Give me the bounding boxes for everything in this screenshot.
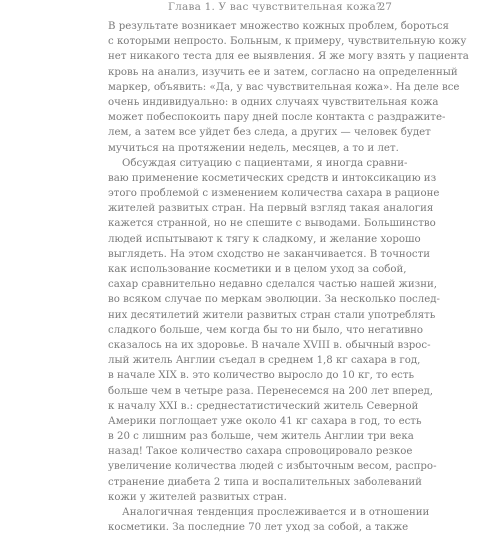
chapter-title: Глава 1. У вас чувствительная кожа? [168, 1, 382, 13]
text-line: странение диабета 2 типа и воспалительных заболеваний [108, 476, 422, 488]
text-line: В результате возникает множество кожных проблем, бороться [108, 21, 449, 32]
text-line: сладкого больше, чем когда бы то ни было, что негативно [108, 324, 424, 336]
text-line: Аналогичная тенденция прослеживается и в отношении [122, 507, 430, 518]
text-line: сказалось на их здоровье. В начале XVIII в. обычный взрос- [108, 339, 431, 351]
text-line: Обсуждая ситуацию с пациентами, я иногда сравни- [122, 157, 408, 169]
text-line: назад! Такое количество сахара спровоцировало резкое [108, 446, 413, 458]
text-line: мучиться на протяжении недель, месяцев, а то и лет. [108, 142, 399, 154]
text-line: лый житель Англии съедал в среднем 1,8 кг сахара в год, [108, 355, 421, 367]
text-line: увеличение количества людей с избыточным весом, распро- [108, 461, 437, 473]
text-line: кровь на анализ, изучить ее и затем, согласно на определенный [108, 66, 458, 78]
text-line: Америки поглощает уже около 41 кг сахара в год, то есть [108, 415, 422, 427]
text-line: может побеспокоить пару дней после контакта с раздражите- [108, 112, 446, 124]
text-line: во всяком случае по меркам эволюции. За несколько послед- [108, 294, 440, 306]
text-line: этого проблемой с изменением количества сахара в рационе [108, 188, 440, 200]
text-line: выглядеть. На этом сходство не заканчивается. В точности [108, 248, 430, 260]
text-line: маркер, объявить: «Да, у вас чувствительная кожа». На деле все [108, 81, 460, 93]
text-line: очень индивидуально: в одних случаях чувствительная кожа [108, 96, 439, 108]
text-line: в начале XIX в. это количество выросло до 10 кг, то есть [108, 370, 415, 382]
page-number: 27 [378, 1, 392, 13]
text-line: косметики. За последние 70 лет уход за собой, а также [108, 522, 409, 534]
text-line: них десятилетий жители развитых стран стали употреблять [108, 309, 436, 321]
text-line: в 20 с лишним раз больше, чем житель Англии три века [108, 431, 414, 443]
body-text [108, 19, 469, 535]
text-line: лем, а затем все уйдет без следа, а других — человек будет [108, 127, 431, 139]
text-line: жителей развитых стран. На первый взгляд такая аналогия [108, 203, 434, 215]
text-line: нет никакого теста для ее выявления. Я же могу взять у пациента [108, 51, 469, 63]
text-line: кажется странной, но не спешите с выводами. Большинство [108, 218, 436, 230]
text-line: ваю применение косметических средств и интоксикацию из [108, 172, 437, 184]
text-line: как использование косметики и в целом уход за собой, [108, 264, 407, 275]
text-line: больше чем в четыре раза. Перенесемся на 200 лет вперед, [108, 385, 434, 397]
text-line: сахар сравнительно недавно сделался частью нашей жизни, [108, 279, 438, 291]
text-line: людей испытывают к тягу к сладкому, и желание хорошо [108, 233, 421, 245]
text-line: к началу XXI в.: среднестатистический житель Северной [108, 400, 419, 412]
text-line: с которыми непросто. Больным, к примеру, чувствительную кожу [108, 36, 467, 48]
text-line: кожи у жителей развитых стран. [108, 491, 287, 503]
running-head [108, 1, 392, 15]
